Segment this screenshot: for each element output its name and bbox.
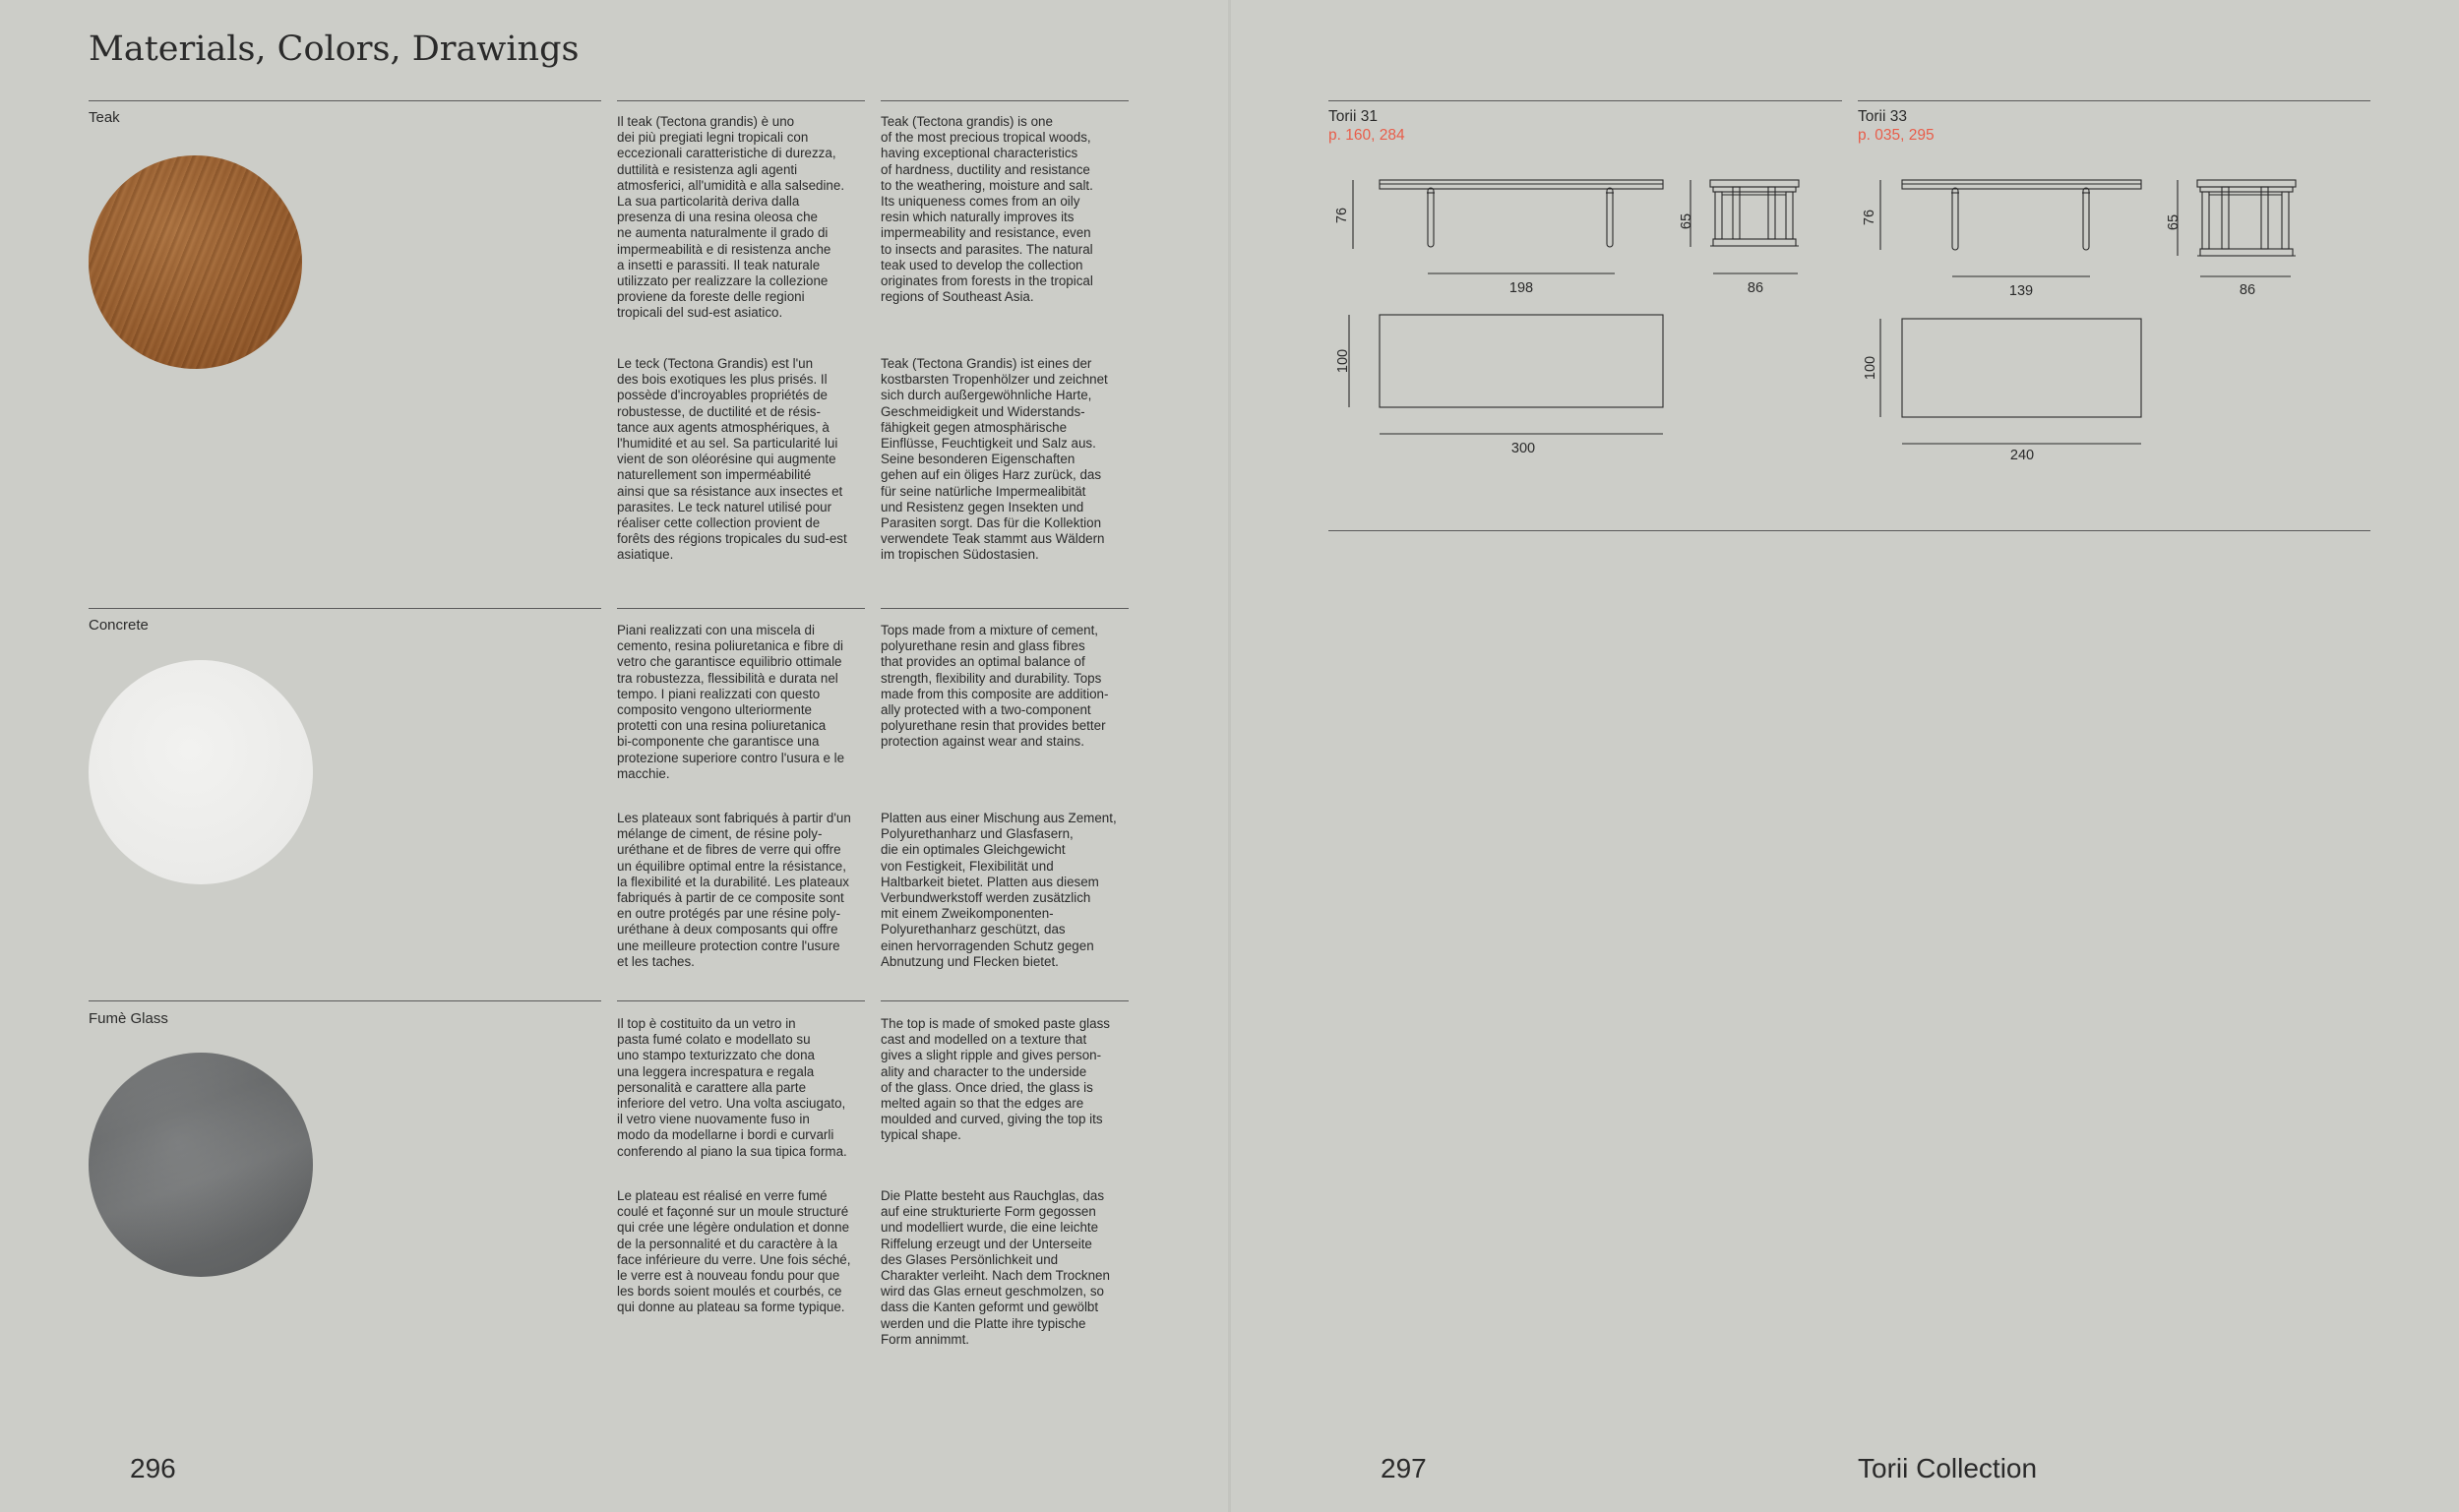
material-name-concrete: Concrete [89,617,149,634]
left-page [0,0,1228,1512]
torii-33-top-length-label: 240 [2009,448,2035,463]
torii-31-depth-label: 86 [1747,280,1764,296]
product-ref-torii-31[interactable]: p. 160, 284 [1328,127,1405,144]
glass-text-it: Il top è costituito da un vetro in pasta fumé colato e modellato su uno stampo texturizzato che dona una leggera increspatura e regala personalità e carattere alla parte inferiore del vetro. Una volta asciugato, il vetro viene nuovamente fuso in modo da modellarne i bordi e curvarli conferendo al piano la sua tipica forma. [617,1016,847,1159]
section-divider [881,100,1129,101]
right-page [1231,0,2459,1512]
teak-swatch [89,155,302,369]
material-name-teak: Teak [89,109,120,126]
collection-name: Torii Collection [1858,1453,2038,1483]
fume-glass-swatch [89,1053,313,1277]
concrete-text-it: Piani realizzati con una miscela di cemento, resina poliuretanica e fibre di vetro che garantisce equilibrio ottimale tra robustezza, flessibilità e durata nel tempo. I piani realizzati con questo composito vengono ulteriormente protetti con una resina poliuretanica bi-componente che garantisce una protezione superiore contro l'usura e le macchie. [617,623,845,781]
torii-33-side-view [1880,180,2141,276]
torii-33-height-label: 76 [1862,209,1877,226]
section-divider [617,1000,865,1001]
torii-33-depth-label: 86 [2239,282,2256,298]
torii-31-length-label: 198 [1508,280,1534,296]
teak-text-it: Il teak (Tectona grandis) è uno dei più pregiati legni tropicali con eccezionali caratteristiche di durezza, duttilità e resistenza agli agenti atmosferici, all'umidità e alla salsedine. La sua particolarità deriva dalla presenza di una resina oleosa che ne aumenta naturalmente il grado di impermeabilità e di resistenza anche a insetti e parassiti. Il teak naturale utilizzato per realizzare la collezione proviene da foreste delle regioni tropicali del sud-est asiatico. [617,114,845,321]
teak-text-en: Teak (Tectona grandis) is one of the most precious tropical woods, having exceptional characteristics of hardness, ductility and resistance to the weathering, moisture and salt. Its uniqueness comes from an oily resin which naturally improves its impermeability and resistance, even to insects and parasites. The natural teak used to develop the collection originates from forests in the tropical regions of Southeast Asia. [881,114,1093,305]
page-number-left: 296 [130,1453,176,1483]
concrete-text-fr: Les plateaux sont fabriqués à partir d'un mélange de ciment, de résine poly- uréthane et de fibres de verre qui offre un équilibre optimal entre la résistance, la flexibilité et la durabilité. Les plateaux fabriqués à partir de ce composite sont en outre protégés par une résine poly- uréthane à deux composants qui offre une meilleure protection contre l'usure et les taches. [617,811,851,969]
product-ref-torii-33[interactable]: p. 035, 295 [1858,127,1935,144]
glass-text-fr: Le plateau est réalisé en verre fumé coulé et façonné sur un moule structuré qui crée une légère ondulation et donne de la personnalité et du caractère à la face inférieure du verre. Une fois séché, le verre est à nouveau fondu pour que les bords soient moulés et courbés, ce qui donne au plateau sa forme typique. [617,1188,851,1315]
page-title: Materials, Colors, Drawings [89,30,580,69]
concrete-text-de: Platten aus einer Mischung aus Zement, Polyurethanharz und Glasfasern, die ein optimales Gleichgewicht von Festigkeit, Flexibilität und Haltbarkeit bietet. Platten aus diesem Verbundwerkstoff werden zusätzlich mit einem Zweikomponenten- Polyurethanharz geschützt, das einen hervorragenden Schutz gegen Abnutzung und Flecken bietet. [881,811,1117,969]
torii-33-end-height-label: 65 [2166,213,2182,231]
torii-31-height-label: 76 [1334,207,1350,224]
torii-31-end-height-label: 65 [1679,212,1694,230]
torii-33-length-label: 139 [2008,283,2034,299]
technical-drawings [1231,0,2459,551]
product-name-torii-33: Torii 33 [1858,108,1907,125]
material-name-fume-glass: Fumè Glass [89,1010,168,1027]
torii-33-top-view [1880,319,2141,444]
concrete-swatch [89,660,313,884]
section-divider [881,1000,1129,1001]
product-name-torii-31: Torii 31 [1328,108,1378,125]
torii-31-top-view [1349,315,1663,434]
teak-text-de: Teak (Tectona Grandis) ist eines der kostbarsten Tropenhölzer und zeichnet sich durch außergewöhnliche Harte, Geschmeidigkeit und Widerstands- fähigkeit gegen atmosphärische Einflüsse, Feuchtigkeit und Salz aus. Seine besonderen Eigenschaften gehen auf ein öliges Harz zurück, das für seine natürliche Impermealibität und Resistenz gegen Insekten und Parasiten sorgt. Das für die Kollektion verwendete Teak stammt aus Wäldern im tropischen Südostasien. [881,356,1108,563]
section-divider [881,608,1129,609]
torii-31-top-width-label: 100 [1335,348,1351,374]
teak-text-fr: Le teck (Tectona Grandis) est l'un des bois exotiques les plus prisés. Il possède d'incroyables propriétés de robustesse, de ductilité et de résis- tance aux agents atmosphériques, à l'humidité et au sel. Sa particularité lui vient de son oléorésine qui augmente naturellement son imperméabilité ainsi que sa résistance aux insectes et parasites. Le teck naturel utilisé pour réaliser cette collection provient de forêts des régions tropicales du sud-est asiatique. [617,356,847,563]
section-divider [89,608,601,609]
page-number-right: 297 [1381,1453,1427,1483]
glass-text-de: Die Platte besteht aus Rauchglas, das auf eine strukturierte Form gegossen und modelliert wurde, die eine leichte Riffelung erzeugt und der Unterseite des Glases Persönlichkeit und Charakter verleiht. Nach dem Trocknen wird das Glas erneut geschmolzen, so dass die Kanten geformt und gewölbt werden und die Platte ihre typische Form annimmt. [881,1188,1110,1347]
torii-33-top-width-label: 100 [1863,355,1878,381]
torii-31-end-view [1691,180,1799,273]
concrete-text-en: Tops made from a mixture of cement, polyurethane resin and glass fibres that provides an optimal balance of strength, flexibility and durability. Tops made from this composite are addition- ally protected with a two-component polyurethane resin that provides better protection against wear and stains. [881,623,1109,750]
section-divider [89,100,601,101]
section-divider [617,608,865,609]
torii-31-side-view [1353,180,1663,273]
section-divider [89,1000,601,1001]
glass-text-en: The top is made of smoked paste glass cast and modelled on a texture that gives a slight ripple and gives person- ality and character to the underside of the glass. Once dried, the glass is melted again so that the edges are moulded and curved, giving the top its typical shape. [881,1016,1110,1143]
section-divider [617,100,865,101]
torii-33-end-view [2178,180,2296,276]
torii-31-top-length-label: 300 [1510,441,1536,456]
